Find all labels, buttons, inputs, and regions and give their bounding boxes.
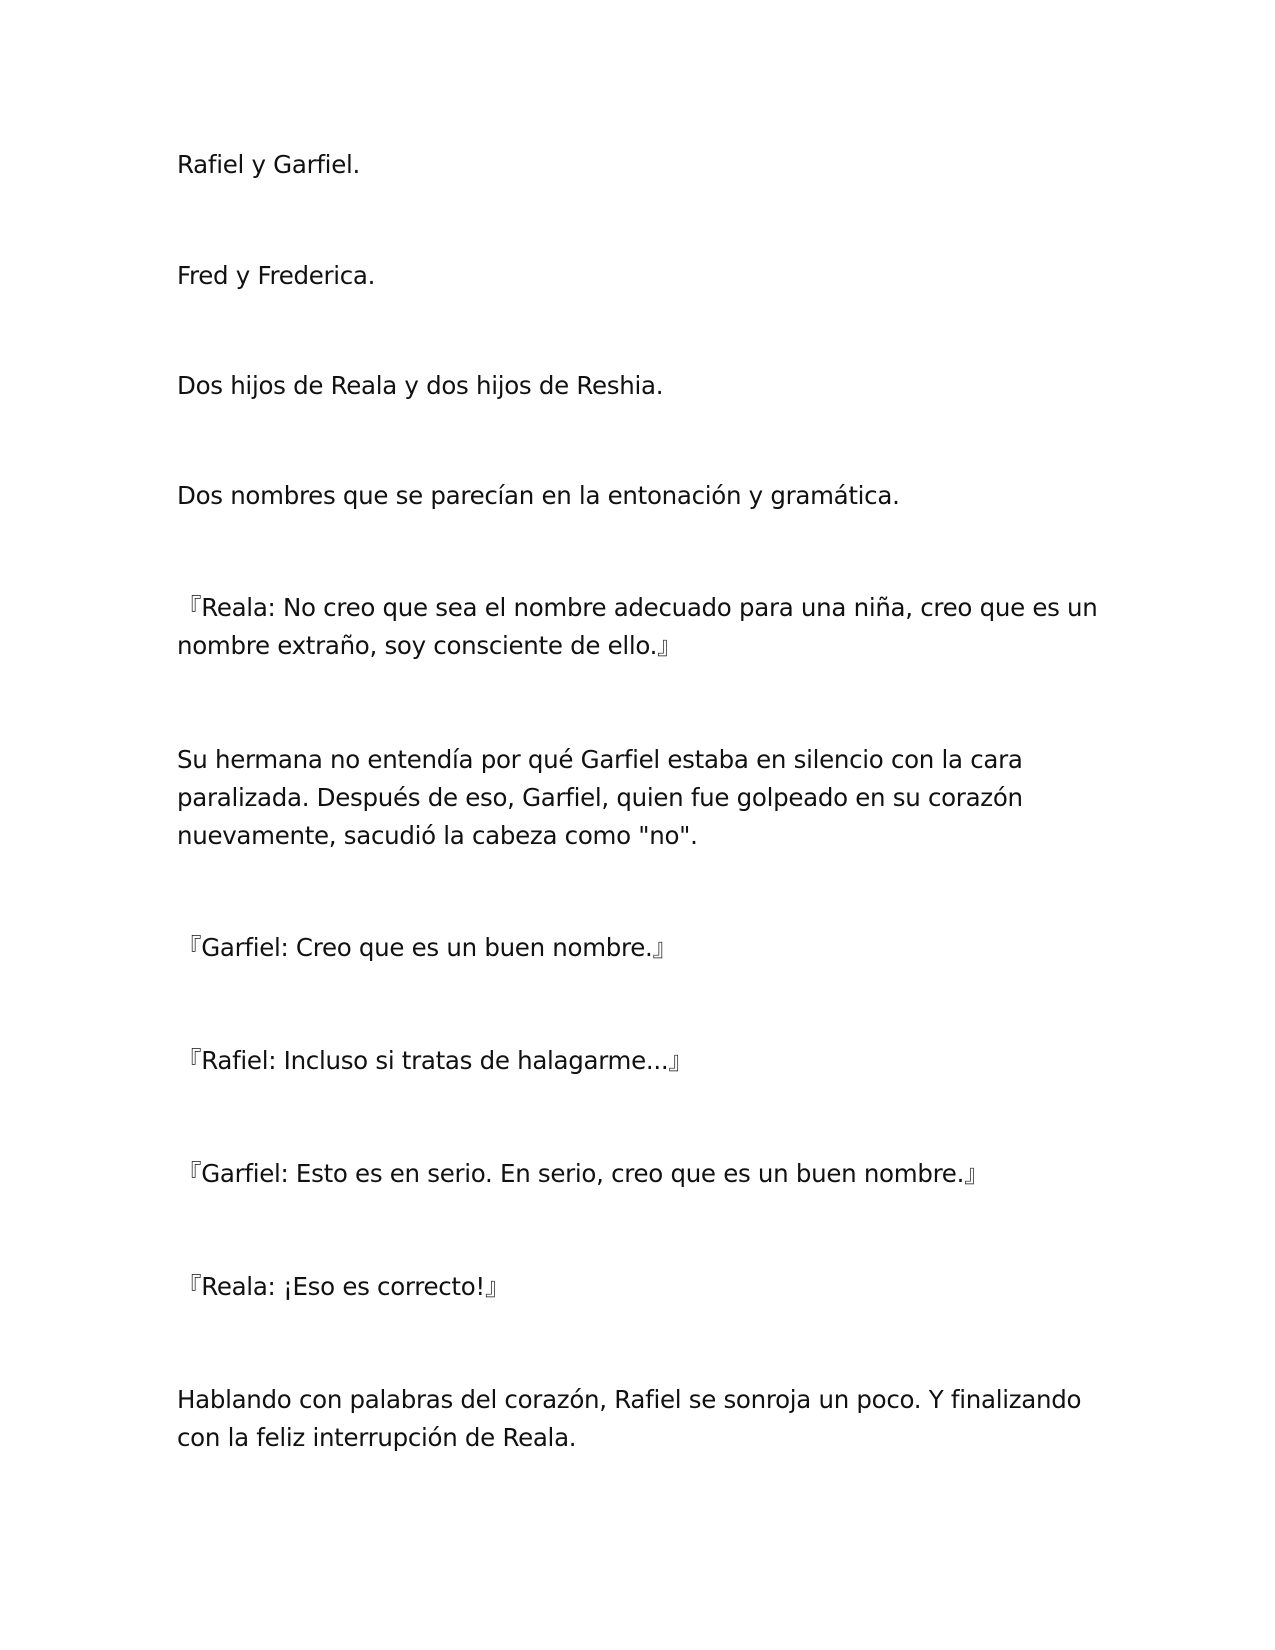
dialogue-line: 『Garfiel: Creo que es un buen nombre.』 — [177, 933, 677, 962]
paragraph: Dos nombres que se parecían en la entonación y gramática. — [177, 481, 900, 510]
paragraph: Rafiel y Garfiel. — [177, 150, 360, 179]
paragraph: Hablando con palabras del corazón, Rafiel se sonroja un poco. Y finalizando con la feliz interrupción de Reala. — [177, 1385, 1082, 1452]
dialogue-line: 『Reala: ¡Eso es correcto!』 — [177, 1272, 510, 1301]
paragraph: Dos hijos de Reala y dos hijos de Reshia. — [177, 371, 664, 400]
dialogue-line: 『Garfiel: Esto es en serio. En serio, creo que es un buen nombre.』 — [177, 1159, 989, 1188]
paragraph: Su hermana no entendía por qué Garfiel estaba en silencio con la cara paralizada. Después de eso, Garfiel, quien fue golpeado en su corazón nuevamente, sacudió la cabeza como "no". — [177, 745, 1023, 850]
paragraph: Fred y Frederica. — [177, 261, 376, 290]
dialogue-line: 『Rafiel: Incluso si tratas de halagarme...』 — [177, 1046, 693, 1075]
dialogue-line: 『Reala: No creo que sea el nombre adecuado para una niña, creo que es un nombre extraño, soy consciente de ello.』 — [177, 593, 1098, 660]
